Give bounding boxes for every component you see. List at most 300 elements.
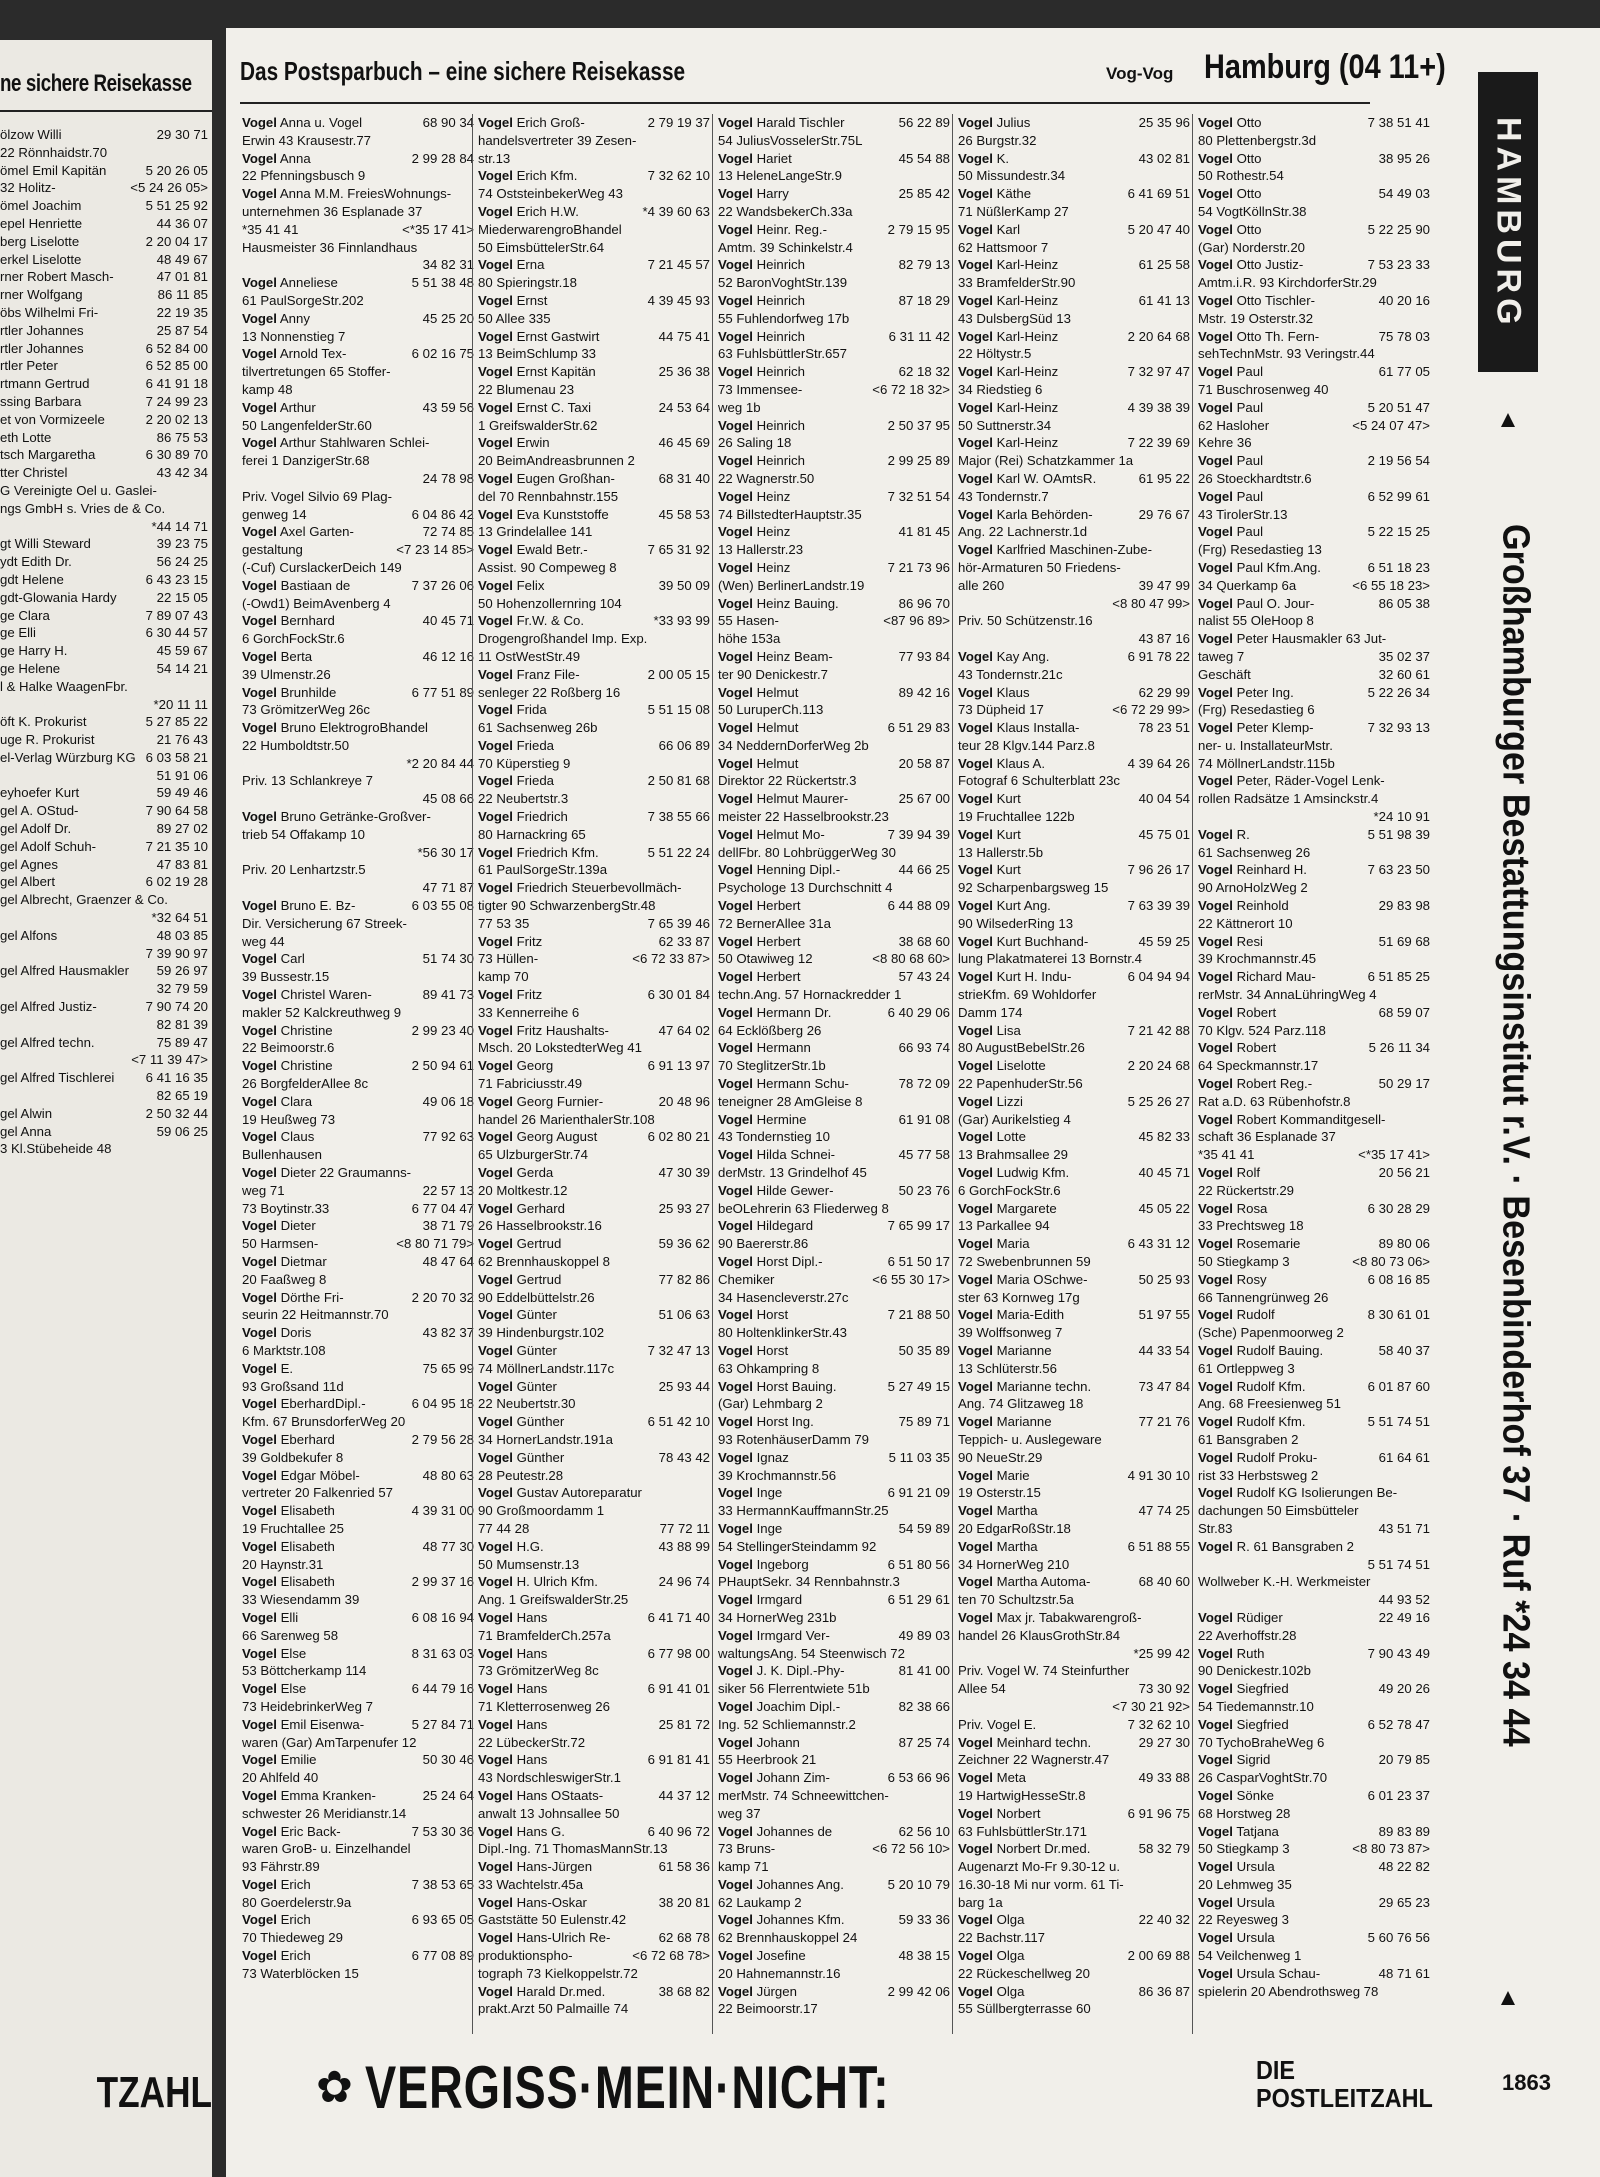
listing-name: 22 Averhoffstr.28	[1198, 1627, 1297, 1643]
listing-line	[958, 666, 1190, 684]
listing-phone: 2 99 42 06	[887, 1983, 950, 1999]
listing-name: Vogel Arthur	[242, 399, 316, 415]
listing-name: Vogel Karl-Heinz	[958, 328, 1059, 344]
listing-line	[478, 434, 710, 452]
listing-phone: 5 11 03 35	[888, 1449, 950, 1465]
listing-phone: 6 02 19 28	[145, 874, 208, 890]
listing-line	[718, 1200, 950, 1218]
listing-name: del 70 Rennbahnstr.155	[478, 488, 619, 504]
listing-line	[242, 1057, 474, 1075]
listing-line	[958, 274, 1190, 292]
listing-line	[0, 713, 208, 731]
listing-line	[718, 701, 950, 719]
listing-name: 50 Hohenzollernring 104	[478, 595, 622, 611]
listing-name: Vogel Dörthe Fri-	[242, 1289, 344, 1305]
listing-name: 70 TychoBraheWeg 6	[1198, 1734, 1325, 1750]
listing-name: 73 Immensee-	[718, 381, 803, 397]
listing-line	[0, 820, 208, 838]
listing-line	[0, 535, 208, 553]
listing-name: Vogel Georg August	[478, 1129, 598, 1145]
listing-phone: 77 93 84	[898, 648, 950, 664]
listing-line	[242, 1609, 474, 1627]
listing-name: Vogel Rudolf	[1198, 1307, 1275, 1323]
listing-phone: 48 49 67	[156, 251, 208, 267]
listing-name: 55 Fuhlendorfweg 17b	[718, 310, 850, 326]
listing-line	[958, 1075, 1190, 1093]
listing-phone: 44 93 52	[1378, 1592, 1430, 1608]
listing-name: gel Agnes	[0, 856, 58, 872]
listing-name: Vogel Hans	[478, 1645, 548, 1661]
listing-line	[958, 417, 1190, 435]
listing-phone: 24 53 64	[658, 399, 710, 415]
listing-line	[958, 1520, 1190, 1538]
listing-name: Vogel Helmut	[718, 684, 799, 700]
listing-line	[478, 755, 710, 773]
listing-name: weg 44	[242, 933, 285, 949]
listing-phone: 29 83 98	[1378, 898, 1430, 914]
listing-line	[0, 215, 208, 233]
listing-phone: <7 30 21 92>	[1112, 1698, 1190, 1714]
listing-line	[958, 897, 1190, 915]
listing-line	[958, 1876, 1190, 1894]
listing-phone: 45 08 66	[422, 791, 474, 807]
listing-name: Vogel EberhardDipl.-	[242, 1396, 366, 1412]
listing-phone: 2 20 04 17	[145, 233, 208, 249]
listing-name: Vogel Hans	[478, 1716, 548, 1732]
listing-line	[718, 452, 950, 470]
listing-phone: 86 96 70	[898, 595, 950, 611]
listing-line	[958, 1271, 1190, 1289]
listing-name: Vogel Norbert Dr.med.	[958, 1841, 1091, 1857]
listing-line	[242, 861, 474, 879]
listing-phone: 6 03 58 21	[145, 749, 208, 765]
listing-name: 22 Rückeschellweg 20	[958, 1965, 1090, 1981]
listing-line	[0, 962, 208, 980]
listing-line	[958, 559, 1190, 577]
listing-line	[958, 328, 1190, 346]
listing-name: Vogel Ursula	[1198, 1894, 1275, 1910]
listing-line	[242, 1378, 474, 1396]
listing-name: 74 BillstedterHauptstr.35	[718, 506, 862, 522]
listing-name: 22 Beimoorstr.6	[242, 1040, 335, 1056]
listing-name: 34 Hasencleverstr.27c	[718, 1289, 849, 1305]
listing-name: (Wen) BerlinerLandstr.19	[718, 577, 865, 593]
listing-name: Vogel Johannes Ang.	[718, 1876, 844, 1892]
directory-column-3	[718, 114, 950, 2018]
listing-name: Vogel Paul O. Jour-	[1198, 595, 1315, 611]
listing-line	[958, 381, 1190, 399]
listing-line	[718, 1022, 950, 1040]
banner-sub-line-2: POSTLEITZAHL	[1256, 2083, 1433, 2113]
listing-name: Vogel Norbert	[958, 1805, 1041, 1821]
listing-line	[478, 2000, 710, 2018]
listing-line	[718, 808, 950, 826]
listing-line	[1198, 559, 1430, 577]
listing-line	[1198, 1983, 1430, 2001]
listing-line	[478, 1253, 710, 1271]
listing-phone: 48 03 85	[156, 927, 208, 943]
listing-line	[0, 607, 208, 625]
listing-phone: 89 42 16	[898, 684, 950, 700]
listing-line	[478, 1342, 710, 1360]
listing-line	[242, 1698, 474, 1716]
listing-phone: 43 51 71	[1378, 1520, 1430, 1536]
listing-phone: 48 47 64	[422, 1254, 474, 1269]
listing-phone: 6 51 18 23	[1367, 559, 1430, 575]
listing-phone: 8 31 63 03	[411, 1645, 474, 1661]
listing-line	[478, 684, 710, 702]
listing-line	[718, 1662, 950, 1680]
listing-name: 73 Waterblöcken 15	[242, 1965, 359, 1981]
listing-line	[958, 506, 1190, 524]
listing-name: rollen Radsätze 1 Amsinckstr.4	[1198, 791, 1379, 807]
listing-name: waren GroB- u. Einzelhandel	[242, 1841, 411, 1857]
listing-line	[242, 986, 474, 1004]
listing-line	[718, 1538, 950, 1556]
listing-name: ssing Barbara	[0, 393, 82, 409]
listing-name: str.13	[478, 150, 511, 166]
listing-line	[0, 518, 208, 536]
listing-line	[958, 844, 1190, 862]
listing-line	[242, 1947, 474, 1965]
listing-name: Rat a.D. 63 Rübenhofstr.8	[1198, 1093, 1351, 1109]
listing-name: Vogel Max jr. Tabakwarengroß-	[958, 1609, 1142, 1625]
listing-line	[1198, 1200, 1430, 1218]
listing-phone: 22 19 35	[156, 304, 208, 320]
listing-line	[1198, 1538, 1430, 1556]
listing-line	[1198, 1271, 1430, 1289]
listing-name: Vogel R.	[1198, 826, 1250, 842]
listing-name: Vogel Rudolf Kfm.	[1198, 1414, 1306, 1430]
listing-name: Vogel Franz File-	[478, 666, 580, 682]
listing-name: Vogel Lizzi	[958, 1093, 1023, 1109]
listing-line	[958, 861, 1190, 879]
listing-phone: 45 77 58	[898, 1147, 950, 1163]
listing-line	[0, 179, 208, 197]
listing-name: 20 Ahlfeld 40	[242, 1770, 319, 1786]
listing-name: Augenarzt Mo-Fr 9.30-12 u.	[958, 1859, 1120, 1875]
listing-line	[718, 559, 950, 577]
listing-name: 26 Saling 18	[718, 435, 792, 451]
sidebar-advertisement	[1480, 448, 1550, 1968]
listing-phone: 6 52 85 00	[145, 358, 208, 374]
listing-name: Vogel Kurt	[958, 862, 1021, 878]
listing-name: 26 BorgfelderAllee 8c	[242, 1076, 369, 1092]
listing-name: Vogel Inge	[718, 1485, 783, 1501]
listing-line	[242, 1965, 474, 1983]
listing-name: 19 Osterstr.15	[958, 1485, 1041, 1501]
listing-phone: 7 65 99 17	[887, 1218, 950, 1234]
listing-line	[242, 114, 474, 132]
listing-name: meister 22 Hasselbrookstr.23	[718, 809, 889, 825]
listing-phone: 29 30 71	[156, 127, 208, 142]
listing-line	[958, 1306, 1190, 1324]
listing-line	[478, 1538, 710, 1556]
listing-phone: 25 87 54	[156, 322, 208, 338]
listing-line	[242, 684, 474, 702]
listing-line	[1198, 1769, 1430, 1787]
listing-name: 90 Eddelbüttelstr.26	[478, 1289, 595, 1305]
listing-name: Vogel Paul	[1198, 364, 1263, 380]
listing-line	[478, 719, 710, 737]
listing-name: Vogel Hans-Jürgen	[478, 1859, 593, 1875]
listing-name: Vogel Johann Zim-	[718, 1770, 830, 1786]
listing-line	[0, 340, 208, 358]
listing-name: Vogel J. K. Dipl.-Phy-	[718, 1663, 845, 1679]
listing-phone: 2 79 19 37	[647, 115, 710, 130]
listing-name: produktionspho-	[478, 1948, 573, 1964]
listing-line	[718, 1306, 950, 1324]
listing-phone: 45 54 88	[898, 150, 950, 166]
listing-name: 73 Hüllen-	[478, 951, 539, 967]
listing-name: Vogel Ruth	[1198, 1645, 1265, 1661]
listing-phone: *25 99 42	[1133, 1645, 1190, 1661]
listing-line	[718, 1698, 950, 1716]
listing-name: Vogel Harald Tischler	[718, 115, 845, 130]
listing-name: Vogel Elisabeth	[242, 1503, 335, 1519]
listing-line	[958, 1680, 1190, 1698]
listing-line	[958, 1591, 1190, 1609]
listing-phone: 48 71 61	[1378, 1965, 1430, 1981]
listing-line	[478, 541, 710, 559]
listing-line	[958, 185, 1190, 203]
listing-phone: 61 91 08	[898, 1111, 950, 1127]
listing-line	[1198, 879, 1430, 897]
listing-name: 22 Humboldtstr.50	[242, 737, 350, 753]
listing-line	[718, 1929, 950, 1947]
listing-phone: 2 20 70 32	[411, 1289, 474, 1305]
listing-name: Vogel Carl	[242, 951, 305, 967]
listing-line	[958, 1431, 1190, 1449]
listing-name: 16.30-18 Mi nur vorm. 61 Ti-	[958, 1876, 1124, 1892]
listing-line	[718, 968, 950, 986]
listing-name: 39 Krochmannstr.56	[718, 1467, 837, 1483]
listing-line	[718, 1413, 950, 1431]
listing-name: Priv. 20 Lenhartzstr.5	[242, 862, 366, 878]
listing-phone: 7 63 39 39	[1127, 898, 1190, 914]
listing-name: (-Owd1) BeimAvenberg 4	[242, 595, 391, 611]
listing-name: 73 Düpheid 17	[958, 702, 1044, 718]
listing-line	[478, 737, 710, 755]
header-rule	[240, 102, 1370, 104]
listing-line	[718, 1324, 950, 1342]
listing-line	[478, 1467, 710, 1485]
banner-main-text: VERGISS·MEIN·NICHT:	[364, 2053, 890, 2121]
listing-name: 34 HornerWeg 210	[958, 1556, 1070, 1572]
listing-line	[1198, 630, 1430, 648]
listing-line	[1198, 1093, 1430, 1111]
listing-name: Vogel Gertrud	[478, 1271, 562, 1287]
listing-name: ydt Edith Dr.	[0, 554, 72, 570]
listing-line	[718, 1217, 950, 1235]
listing-line	[242, 612, 474, 630]
listing-name: 13 Grindelallee 141	[478, 524, 593, 540]
listing-line	[1198, 1146, 1430, 1164]
listing-line	[1198, 1039, 1430, 1057]
listing-line	[478, 630, 710, 648]
listing-line	[1198, 1253, 1430, 1271]
listing-line	[1198, 1609, 1430, 1627]
listing-line	[0, 909, 208, 927]
listing-line	[242, 719, 474, 737]
listing-line	[1198, 292, 1430, 310]
listing-name: 33 Wiesendamm 39	[242, 1592, 360, 1608]
listing-name: Vogel H.G.	[478, 1538, 544, 1554]
listing-name: teur 28 Klgv.144 Parz.8	[958, 737, 1095, 753]
listing-phone: 6 40 29 06	[887, 1004, 950, 1020]
listing-phone: 5 51 22 24	[647, 844, 710, 860]
listing-name: et von Vormizeele	[0, 411, 105, 427]
listing-name: Vogel Kurt Buchhand-	[958, 933, 1089, 949]
listing-name: Vogel Ernst C. Taxi	[478, 399, 592, 415]
listing-phone: 7 22 39 69	[1127, 435, 1190, 451]
listing-name: Vogel Erna	[478, 257, 545, 273]
listing-line	[718, 221, 950, 239]
listing-line	[718, 666, 950, 684]
listing-name: Vogel Erich Kfm.	[478, 168, 578, 184]
listing-name: ster 63 Kornweg 17g	[958, 1289, 1080, 1305]
listing-phone: 45 75 01	[1138, 826, 1190, 842]
listing-name: Vogel Robert	[1198, 1004, 1277, 1020]
listing-phone: 54 59 89	[898, 1520, 950, 1536]
listing-name: Vogel Hermann	[718, 1040, 811, 1056]
listing-name: Vogel Anna	[242, 150, 311, 166]
listing-line	[1198, 274, 1430, 292]
left-page-header: ne sichere Reisekasse	[0, 70, 192, 97]
listing-line	[958, 434, 1190, 452]
listing-phone: 7 32 51 54	[887, 488, 950, 504]
listing-name: 20 Moltkestr.12	[478, 1182, 568, 1198]
listing-name: Vogel Robert	[1198, 1040, 1277, 1056]
listing-line	[478, 1520, 710, 1538]
listing-line	[1198, 1235, 1430, 1253]
listing-name: Vogel Erwin	[478, 435, 550, 451]
listing-name: Vogel Peter Ing.	[1198, 684, 1294, 700]
listing-phone: 40 45 71	[422, 613, 474, 629]
listing-line	[242, 1538, 474, 1556]
listing-phone: 6 44 79 16	[411, 1681, 474, 1697]
listing-phone: <7 11 39 47>	[131, 1052, 208, 1068]
listing-line	[718, 1573, 950, 1591]
listing-name: Vogel Klaus	[958, 684, 1030, 700]
listing-phone: 6 91 13 97	[647, 1058, 710, 1074]
listing-name: 71 Buschrosenweg 40	[1198, 381, 1329, 397]
listing-phone: 7 65 31 92	[647, 542, 710, 558]
listing-name: Vogel Bastiaan de	[242, 577, 351, 593]
listing-line	[1198, 1484, 1430, 1502]
listing-line	[478, 1111, 710, 1129]
listing-line	[478, 986, 710, 1004]
listing-phone: 89 41 73	[422, 987, 474, 1003]
listing-phone: 29 27 30	[1138, 1734, 1190, 1750]
listing-line	[1198, 399, 1430, 417]
listing-line	[718, 434, 950, 452]
listing-line	[242, 1858, 474, 1876]
listing-line	[242, 203, 474, 221]
listing-name: lung Plakatmaterei 13 Bornstr.4	[958, 951, 1142, 967]
listing-name: Vogel Ernst	[478, 292, 548, 308]
listing-line	[242, 132, 474, 150]
listing-line	[1198, 1680, 1430, 1698]
listing-name: Msch. 20 LokstedterWeg 41	[478, 1040, 642, 1056]
listing-line	[718, 1823, 950, 1841]
listing-name: Vogel Dietmar	[242, 1254, 327, 1269]
listing-name: Kehre 36	[1198, 435, 1252, 451]
listing-phone: 50 25 93	[1138, 1271, 1190, 1287]
listing-phone: 48 80 63	[422, 1467, 474, 1483]
listing-line	[242, 1342, 474, 1360]
listing-phone: 7 38 53 65	[411, 1876, 474, 1892]
listing-line	[718, 150, 950, 168]
listing-name: 62 Hattsmoor 7	[958, 239, 1049, 255]
listing-name: Assist. 90 Compeweg 8	[478, 559, 617, 575]
listing-line	[958, 256, 1190, 274]
listing-line	[718, 1431, 950, 1449]
listing-name: Priv. Vogel E.	[958, 1716, 1037, 1732]
listing-phone: <8 80 71 79>	[396, 1236, 474, 1252]
listing-phone: 56 22 89	[898, 115, 950, 130]
listing-phone: 25 85 42	[898, 186, 950, 202]
listing-name: Vogel Fritz Haushalts-	[478, 1022, 609, 1038]
listing-line	[478, 1484, 710, 1502]
listing-line	[478, 150, 710, 168]
listing-line	[718, 1520, 950, 1538]
listing-phone: 7 63 23 50	[1367, 862, 1430, 878]
listing-line	[242, 1324, 474, 1342]
listing-name: 93 Großsand 11d	[242, 1378, 344, 1394]
listing-name: handelsvertreter 39 Zesen-	[478, 132, 637, 148]
listing-line	[718, 1253, 950, 1271]
listing-phone: 47 01 81	[156, 269, 208, 285]
listing-phone: *2 20 84 44	[406, 755, 474, 771]
listing-line	[0, 304, 208, 322]
listing-line	[242, 256, 474, 274]
listing-phone: 6 77 08 89	[411, 1948, 474, 1964]
listing-name: Vogel Frida	[478, 702, 547, 718]
listing-name: Vogel Reinhard H.	[1198, 862, 1307, 878]
listing-line	[718, 310, 950, 328]
listing-name: 80 HoltenklinkerStr.43	[718, 1325, 848, 1341]
listing-phone: 2 50 32 44	[145, 1105, 208, 1121]
listing-phone: 40 45 71	[1138, 1165, 1190, 1181]
listing-phone: 48 38 15	[898, 1948, 950, 1964]
listing-name: derMstr. 13 Grindelhof 45	[718, 1165, 867, 1181]
listing-name: eth Lotte	[0, 429, 52, 445]
listing-name: 63 Ohkampring 8	[718, 1360, 820, 1376]
listing-phone: 6 44 88 09	[887, 898, 950, 914]
listing-name: 50 Allee 335	[478, 310, 551, 326]
page-header-range: Vog-Vog	[1106, 64, 1174, 83]
listing-name: hör-Armaturen 50 Friedens-	[958, 559, 1121, 575]
listing-name: Vogel Günter	[478, 1378, 557, 1394]
listing-line	[478, 1182, 710, 1200]
listing-line	[718, 470, 950, 488]
listing-line	[478, 470, 710, 488]
listing-name: Vogel Herbert	[718, 933, 801, 949]
listing-line	[718, 1716, 950, 1734]
listing-line	[478, 1573, 710, 1591]
listing-line	[1198, 1022, 1430, 1040]
listing-name: Vogel Ewald Betr.-	[478, 542, 588, 558]
listing-line	[1198, 790, 1430, 808]
listing-name: 61 Bansgraben 2	[1198, 1431, 1299, 1447]
listing-line	[478, 1680, 710, 1698]
listing-name: 90 Denickestr.102b	[1198, 1663, 1311, 1679]
listing-name: 28 Peutestr.28	[478, 1467, 564, 1483]
listing-line	[1198, 897, 1430, 915]
listing-line	[718, 1947, 950, 1965]
listing-name: weg 37	[718, 1805, 761, 1821]
